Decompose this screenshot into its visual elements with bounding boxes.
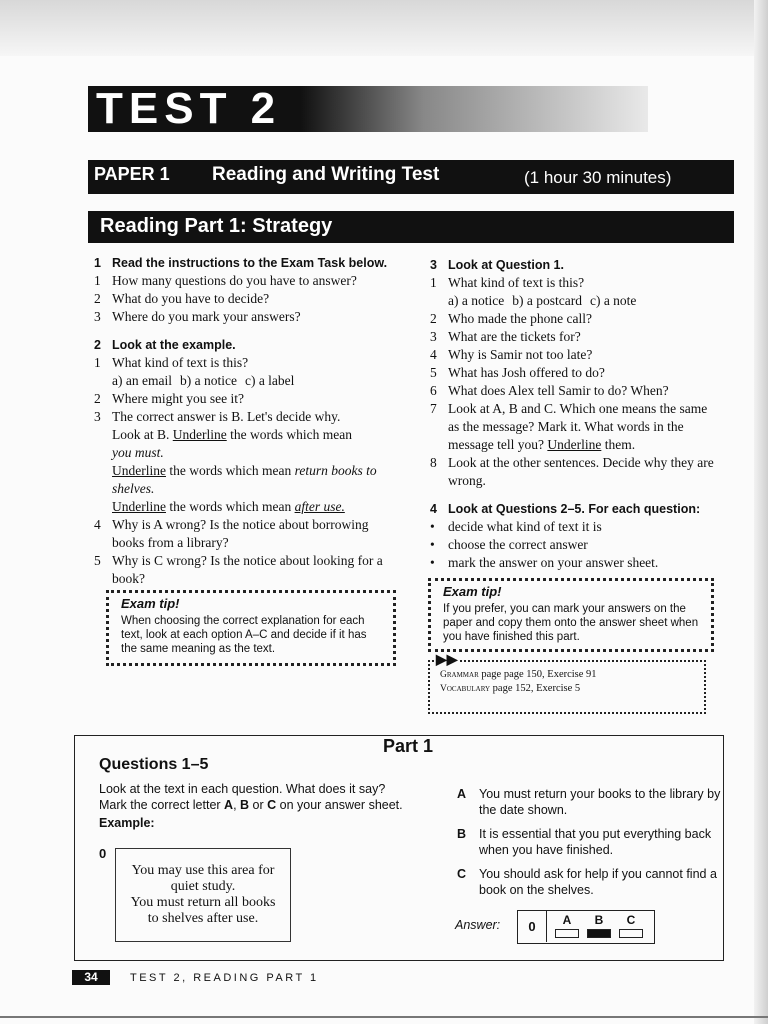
list-item: 8 Look at the other sentences. Decide why they are wrong. [430, 455, 714, 488]
answer-box-a [555, 929, 579, 938]
answer-box-b-filled [587, 929, 611, 938]
example-number: 0 [99, 846, 107, 861]
list-item: 7 Look at A, B and C. Which one means the same as the message? Mark it. What words in the message tell you? Underline them. [430, 401, 708, 452]
exam-tip-title: Exam tip! [121, 596, 180, 611]
list-item: 1 How many questions do you have to answer? [94, 273, 357, 288]
paper-bar [88, 160, 734, 194]
section-bar [88, 211, 734, 243]
right-column [430, 256, 720, 572]
bullet-item: • decide what kind of text it is [430, 519, 602, 534]
top-shadow [0, 0, 768, 56]
instruction-line: Underline the words which mean return books to shelves. [112, 463, 377, 496]
page-number: 34 [72, 970, 110, 985]
list-item: 1 What kind of text is this? [430, 275, 585, 290]
example-label: Example: [99, 816, 155, 830]
section-title: Reading Part 1: Strategy [100, 215, 333, 237]
page-edge-shadow [754, 0, 768, 1024]
part-title: Part 1 [383, 736, 434, 756]
bullet-item: • choose the correct answer [430, 537, 588, 552]
list-item: 4 Why is Samir not too late? [430, 347, 593, 362]
list-item: 2 What do you have to decide? [94, 291, 270, 306]
answer-cell-c: C [618, 913, 644, 938]
test-title: TEST 2 [96, 84, 282, 133]
questions-heading: Questions 1–5 [99, 756, 209, 773]
vocabulary-reference: Vocabulary page 152, Exercise 5 [440, 683, 581, 694]
running-title: TEST 2, READING PART 1 [130, 972, 319, 984]
answer-label: Answer: [455, 918, 501, 932]
answer-number: 0 [518, 911, 547, 942]
grammar-reference: Grammar page page 150, Exercise 91 [440, 669, 597, 680]
list-item: 2 Where might you see it? [94, 391, 244, 406]
answer-cell-b: B [586, 913, 612, 938]
answer-grid [517, 910, 655, 944]
answer-cell-a: A [554, 913, 580, 938]
step-2-heading: 2 Look at the example. [94, 338, 236, 352]
bottom-rule [0, 1016, 768, 1018]
answer-option-b: B It is essential that you put everything back when you have finished. [457, 827, 712, 857]
step-4-heading: 4 Look at Questions 2–5. For each question: [430, 502, 701, 516]
exam-tip-left [106, 590, 396, 666]
paper-label: PAPER 1 [94, 164, 170, 184]
answer-option-a: A You must return your books to the library by the date shown. [457, 787, 721, 817]
options-row: a) an email b) a notice c) a label [112, 373, 295, 388]
question-instructions: Look at the text in each question. What does it say? Mark the correct letter A, B or C on your answer sheet. [99, 782, 403, 812]
answer-option-c: C You should ask for help if you cannot find a book on the shelves. [457, 867, 717, 897]
left-column [94, 254, 400, 588]
list-item: 6 What does Alex tell Samir to do? When? [430, 383, 669, 398]
options-row: a) a notice b) a postcard c) a note [448, 293, 637, 308]
list-item: 4 Why is A wrong? Is the notice about borrowing books from a library? [94, 517, 369, 550]
exam-tip-text: If you prefer, you can mark your answers on the paper and copy them onto the answer sheet when you have finished this part. [443, 603, 699, 643]
list-item: 3 The correct answer is B. Let's decide why. [94, 409, 341, 424]
example-notice: You may use this area for quiet study. You must return all books to shelves after use. [115, 848, 291, 942]
list-item: 2 Who made the phone call? [430, 311, 592, 326]
instruction-line: Look at B. Underline the words which mean you must. [112, 427, 352, 460]
part-1-box [74, 735, 724, 961]
double-arrow-icon: ▶▶ [436, 653, 458, 668]
bullet-item: • mark the answer on your answer sheet. [430, 555, 659, 570]
list-item: 1 What kind of text is this? [94, 355, 249, 370]
list-item: 3 What are the tickets for? [430, 329, 581, 344]
exam-tip-text: When choosing the correct explanation for each text, look at each option A–C and decide if it has the same meaning as the text. [121, 615, 367, 655]
answer-box-c [619, 929, 643, 938]
list-item: 5 Why is C wrong? Is the notice about looking for a book? [94, 553, 383, 586]
step-3-heading: 3 Look at Question 1. [430, 258, 564, 272]
paper-time: (1 hour 30 minutes) [524, 168, 672, 187]
list-item: 3 Where do you mark your answers? [94, 309, 301, 324]
exam-tip-title: Exam tip! [443, 584, 502, 599]
paper-title: Reading and Writing Test [212, 164, 440, 185]
reference-box [428, 653, 706, 714]
list-item: 5 What has Josh offered to do? [430, 365, 605, 380]
exam-tip-right [428, 578, 714, 652]
step-1-heading: 1 Read the instructions to the Exam Task below. [94, 256, 388, 270]
instruction-line: Underline the words which mean after use. [112, 499, 345, 514]
